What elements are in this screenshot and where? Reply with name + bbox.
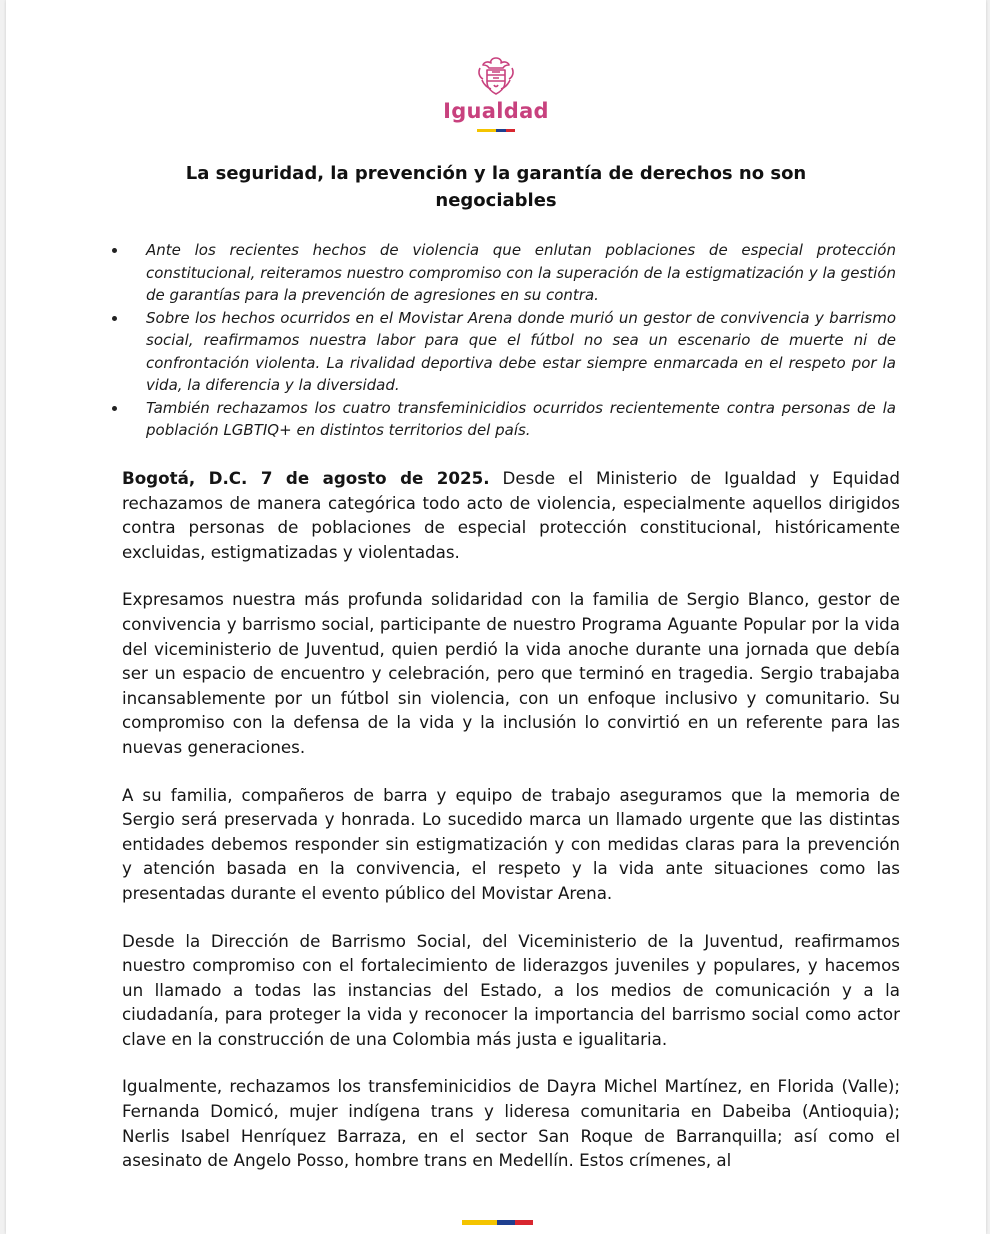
bullet-text: Ante los recientes hechos de violencia que enlutan poblaciones de especial protección constitucional, reiteramos nuestro compromiso con la superación de la estigmatización y la gestión de garantías para la prevención de agresiones en su contra. (146, 241, 896, 304)
bullet-text: También rechazamos los cuatro transfeminicidios ocurridos recientemente contra personas de la población LGBTIQ+ en distintos territorios del país. (146, 398, 896, 439)
bullet-icon (112, 248, 117, 253)
bullet-icon (112, 406, 117, 411)
paragraph: Igualmente, rechazamos los transfeminicidios de Dayra Michel Martínez, en Florida (Valle); Fernanda Domicó, mujer indígena trans y lideresa comunitaria en Dabeiba (Antioquia); Nerlis Isabel Henríquez Barraza, en el sector San Roque de Barranquilla; así como el asesinato de Angelo Posso, hombre trans en Medellín. Estos crímenes, al (122, 1076, 900, 1171)
brand-name: Igualdad (443, 99, 549, 123)
bullet-item (146, 239, 896, 307)
document-body (122, 466, 900, 1196)
paragraph-dateline (122, 466, 900, 564)
summary-bullets (146, 239, 896, 442)
bullet-item (146, 307, 896, 397)
paragraph: A su familia, compañeros de barra y equipo de trabajo aseguramos que la memoria de Sergio será preservada y honrada. Lo sucedido marca un llamado urgente que las distintas entidades debemos responder sin estigmatización y con medidas claras para la prevención y atención basada en la convivencia, el respeto y la vida ante situaciones como las presentadas durante el evento público del Movistar Arena. (122, 784, 900, 903)
flag-stripe (477, 129, 515, 132)
bullet-text: Sobre los hechos ocurridos en el Movistar Arena donde murió un gestor de convivencia y barrismo social, reafirmamos nuestra labor para que el fútbol no sea un escenario de muerte ni de confrontación violenta. La rivalidad deportiva debe estar siempre enmarcada en el respeto por la vida, la diferencia y la diversidad. (146, 308, 896, 394)
bullet-item (146, 397, 896, 442)
ministry-logo (6, 54, 986, 132)
bullet-icon (112, 316, 117, 321)
paragraph-text: Desde el Ministerio de Igualdad y Equidad rechazamos de manera categórica todo acto de violencia, especialmente aquellos dirigidos contra personas de poblaciones de especial protección constitucional, históricamente excluidas, estigmatizadas y violentadas. (122, 468, 900, 562)
paragraph: Expresamos nuestra más profunda solidaridad con la familia de Sergio Blanco, gestor de convivencia y barrismo social, participante de nuestro Programa Aguante Popular por la vida del viceministerio de Juventud, quien perdió la vida anoche durante una jornada que debía ser un espacio de encuentro y celebración, pero que terminó en tragedia. Sergio trabajaba incansablemente por un fútbol sin violencia, con un enfoque inclusivo y comunitario. Su compromiso con la defensa de la vida y la inclusión lo convirtió en un referente para las nuevas generaciones. (122, 589, 900, 757)
footer-flag-stripe (462, 1220, 533, 1225)
document-page (6, 0, 986, 1234)
document-title: La seguridad, la prevención y la garantía de derechos no son negociables (185, 163, 807, 211)
paragraph: Desde la Dirección de Barrismo Social, del Viceministerio de la Juventud, reafirmamos nuestro compromiso con el fortalecimiento de liderazgos juveniles y populares, y hacemos un llamado a todas las instancias del Estado, a los medios de comunicación y a la ciudadanía, para proteger la vida y reconocer la importancia del barrismo social como actor clave en la construcción de una Colombia más justa e igualitaria. (122, 930, 900, 1049)
dateline: Bogotá, D.C. 7 de agosto de 2025. (122, 468, 490, 488)
coat-of-arms-icon (473, 54, 519, 98)
